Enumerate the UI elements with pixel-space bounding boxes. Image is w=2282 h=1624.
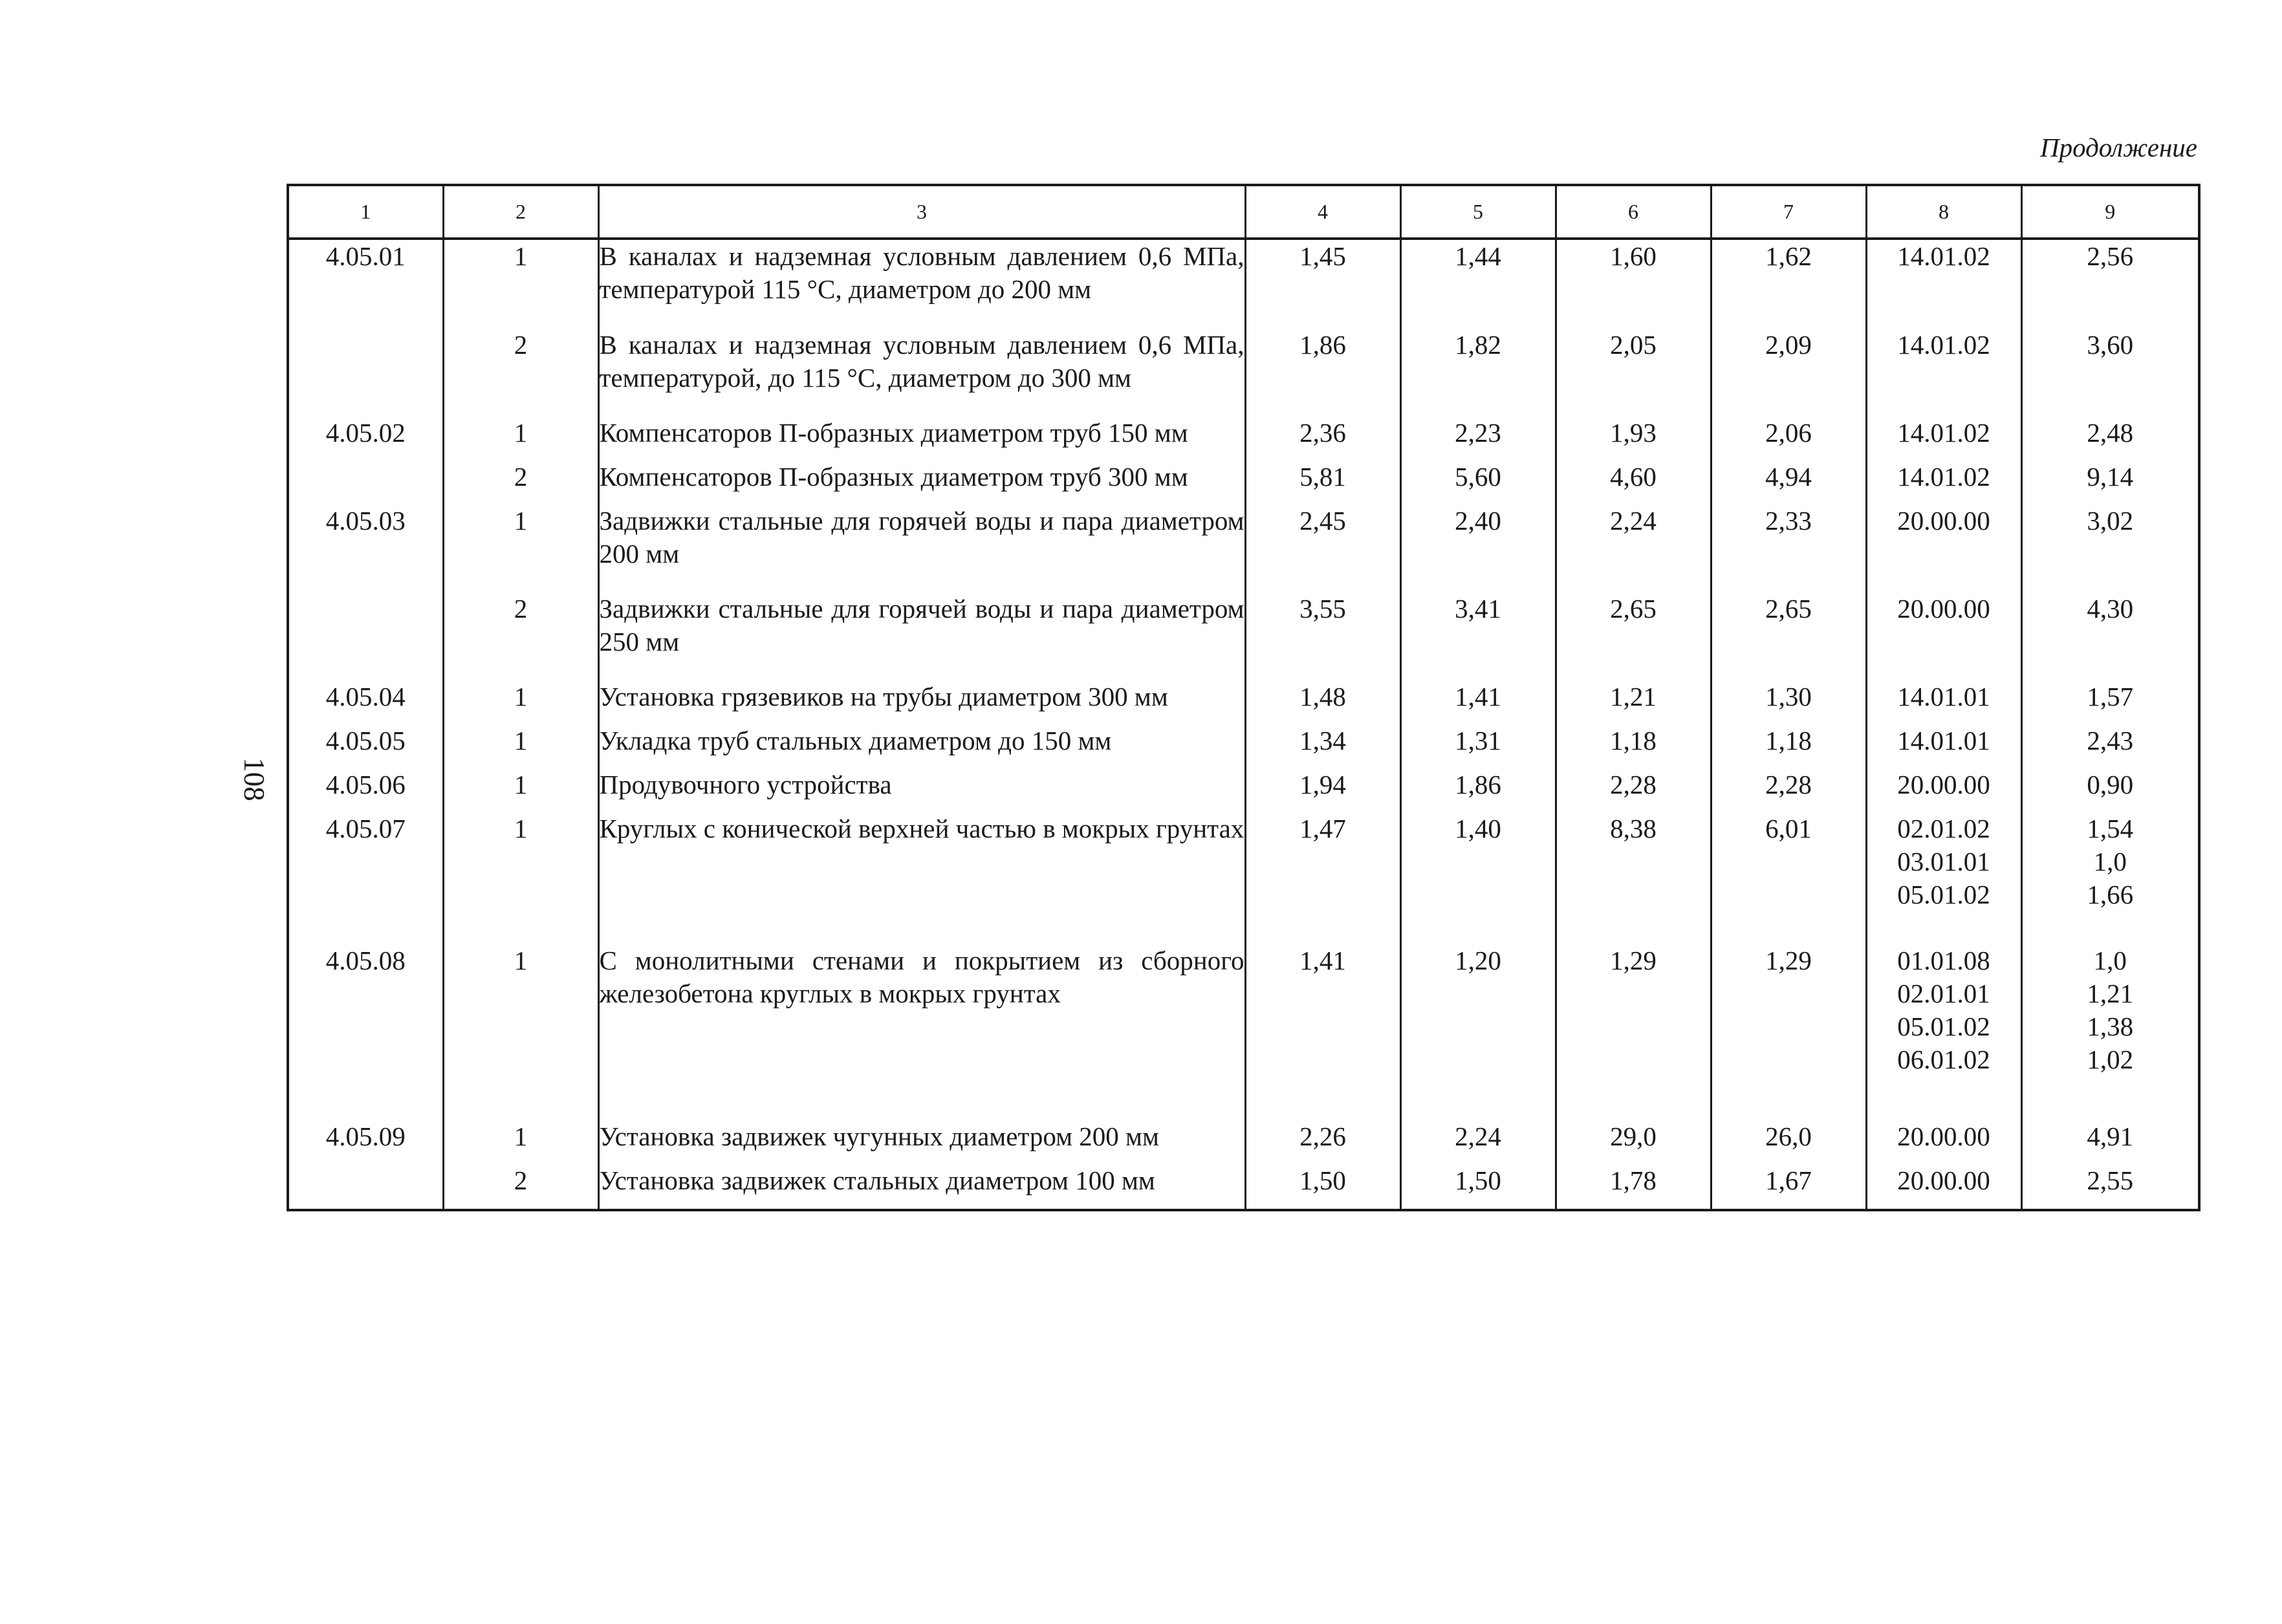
row-code: 4.05.04 xyxy=(288,680,443,724)
row-col8 xyxy=(1866,944,2021,1120)
row-col9 xyxy=(2021,1120,2199,1164)
row-col4: 1,94 xyxy=(1245,768,1400,812)
header-cell: 1 xyxy=(288,185,443,239)
row-col9 xyxy=(2021,460,2199,504)
cell-line: 20.00.00 xyxy=(1897,769,1990,799)
row-col4: 1,34 xyxy=(1245,724,1400,768)
row-description: Установка задвижек стальных диаметром 100 мм xyxy=(598,1164,1245,1208)
row-description: Установка грязевиков на трубы диаметром 300 мм xyxy=(598,680,1245,724)
row-description: Компенсаторов П-образных диаметром труб 300 мм xyxy=(598,460,1245,504)
row-code: 4.05.06 xyxy=(288,768,443,812)
row-col6: 1,21 xyxy=(1556,680,1711,724)
cell-line: 20.00.00 xyxy=(1897,593,1990,623)
table-row xyxy=(288,1120,2199,1164)
header-cell: 3 xyxy=(598,185,1245,239)
row-code xyxy=(288,592,443,680)
cell-line: 05.01.02 xyxy=(1897,879,1990,909)
header-cell: 7 xyxy=(1711,185,1866,239)
cell-line: 14.01.01 xyxy=(1897,725,1990,755)
cell-line: 1,21 xyxy=(2087,979,2134,1009)
cell-line: 14.01.02 xyxy=(1897,417,1990,448)
row-col7: 1,30 xyxy=(1711,680,1866,724)
row-col6: 2,65 xyxy=(1556,592,1711,680)
row-col8 xyxy=(1866,768,2021,812)
filler-cell xyxy=(598,1208,1245,1210)
row-col5: 1,40 xyxy=(1400,812,1556,944)
page-number: 108 xyxy=(238,757,270,801)
cell-line: 03.01.01 xyxy=(1897,846,1990,876)
row-col8 xyxy=(1866,417,2021,460)
header-cell: 2 xyxy=(443,185,598,239)
row-col8 xyxy=(1866,329,2021,417)
table-row xyxy=(288,768,2199,812)
row-code: 4.05.02 xyxy=(288,417,443,460)
cell-line: 14.01.02 xyxy=(1897,241,1990,271)
row-col6: 2,24 xyxy=(1556,504,1711,592)
row-col5: 2,40 xyxy=(1400,504,1556,592)
table-row xyxy=(288,1164,2199,1208)
cell-line: 1,57 xyxy=(2087,681,2134,711)
row-col7: 2,65 xyxy=(1711,592,1866,680)
row-col8 xyxy=(1866,592,2021,680)
cell-line: 14.01.01 xyxy=(1897,681,1990,711)
cell-line: 02.01.01 xyxy=(1897,979,1990,1009)
row-col7: 1,29 xyxy=(1711,944,1866,1120)
row-col7: 2,28 xyxy=(1711,768,1866,812)
row-code xyxy=(288,329,443,417)
row-number: 1 xyxy=(443,724,598,768)
row-col5: 1,31 xyxy=(1400,724,1556,768)
row-code: 4.05.07 xyxy=(288,812,443,944)
row-col7: 6,01 xyxy=(1711,812,1866,944)
row-description: Компенсаторов П-образных диаметром труб 150 мм xyxy=(598,417,1245,460)
cell-line: 20.00.00 xyxy=(1897,505,1990,536)
cell-line: 06.01.02 xyxy=(1897,1045,1990,1075)
header-row xyxy=(288,185,2199,239)
cell-line: 14.01.02 xyxy=(1897,329,1990,360)
row-col5: 1,41 xyxy=(1400,680,1556,724)
row-col5: 1,82 xyxy=(1400,329,1556,417)
row-number: 1 xyxy=(443,812,598,944)
cell-line: 4,91 xyxy=(2087,1121,2134,1152)
row-col9 xyxy=(2021,680,2199,724)
row-col7: 26,0 xyxy=(1711,1120,1866,1164)
row-col7: 2,33 xyxy=(1711,504,1866,592)
row-col7: 2,09 xyxy=(1711,329,1866,417)
row-description: Установка задвижек чугунных диаметром 200 мм xyxy=(598,1120,1245,1164)
row-col5: 3,41 xyxy=(1400,592,1556,680)
row-col6: 1,18 xyxy=(1556,724,1711,768)
filler-cell xyxy=(443,1208,598,1210)
row-col6: 1,29 xyxy=(1556,944,1711,1120)
header-cell: 8 xyxy=(1866,185,2021,239)
header-cell: 9 xyxy=(2021,185,2199,239)
row-col9 xyxy=(2021,812,2199,944)
row-col8 xyxy=(1866,812,2021,944)
filler-row xyxy=(288,1208,2199,1210)
row-code: 4.05.01 xyxy=(288,239,443,329)
row-col7: 4,94 xyxy=(1711,460,1866,504)
row-number: 2 xyxy=(443,592,598,680)
row-col7: 1,67 xyxy=(1711,1164,1866,1208)
row-description: Задвижки стальные для горячей воды и пара диаметром 200 мм xyxy=(598,504,1245,592)
filler-cell xyxy=(1556,1208,1711,1210)
row-col4: 1,50 xyxy=(1245,1164,1400,1208)
cell-line: 1,02 xyxy=(2087,1045,2134,1075)
cell-line: 2,55 xyxy=(2087,1165,2134,1196)
cell-line: 1,38 xyxy=(2087,1012,2134,1042)
row-col6: 1,78 xyxy=(1556,1164,1711,1208)
filler-cell xyxy=(1711,1208,1866,1210)
row-number: 2 xyxy=(443,460,598,504)
row-col9 xyxy=(2021,417,2199,460)
row-description: Продувочного устройства xyxy=(598,768,1245,812)
row-col6: 4,60 xyxy=(1556,460,1711,504)
row-number: 1 xyxy=(443,768,598,812)
cell-line: 0,90 xyxy=(2087,769,2134,799)
cell-line: 1,0 xyxy=(2093,846,2127,876)
row-col5: 5,60 xyxy=(1400,460,1556,504)
cell-line: 2,43 xyxy=(2087,725,2134,755)
row-number: 1 xyxy=(443,944,598,1120)
cell-line: 1,54 xyxy=(2087,813,2134,843)
table-row xyxy=(288,724,2199,768)
row-col9 xyxy=(2021,944,2199,1120)
row-code xyxy=(288,1164,443,1208)
data-table xyxy=(287,184,2200,1211)
row-col4: 2,45 xyxy=(1245,504,1400,592)
row-code: 4.05.08 xyxy=(288,944,443,1120)
row-code xyxy=(288,460,443,504)
table-row xyxy=(288,460,2199,504)
header-cell: 5 xyxy=(1400,185,1556,239)
row-col9 xyxy=(2021,329,2199,417)
cell-line: 02.01.02 xyxy=(1897,813,1990,843)
cell-line: 1,0 xyxy=(2093,946,2127,976)
filler-cell xyxy=(1866,1208,2021,1210)
cell-line: 2,48 xyxy=(2087,417,2134,448)
row-number: 1 xyxy=(443,504,598,592)
table-row xyxy=(288,592,2199,680)
row-col5: 1,86 xyxy=(1400,768,1556,812)
cell-line: 05.01.02 xyxy=(1897,1012,1990,1042)
row-col4: 3,55 xyxy=(1245,592,1400,680)
row-col6: 8,38 xyxy=(1556,812,1711,944)
cell-line: 3,02 xyxy=(2087,505,2134,536)
row-col5: 2,24 xyxy=(1400,1120,1556,1164)
row-col9 xyxy=(2021,768,2199,812)
row-col4: 1,48 xyxy=(1245,680,1400,724)
row-col7: 2,06 xyxy=(1711,417,1866,460)
row-description: С монолитными стенами и покрытием из сборного железобетона круглых в мокрых грунтах xyxy=(598,944,1245,1120)
cell-line: 9,14 xyxy=(2087,461,2134,492)
row-col5: 2,23 xyxy=(1400,417,1556,460)
row-col4: 1,41 xyxy=(1245,944,1400,1120)
row-number: 2 xyxy=(443,329,598,417)
header-cell: 4 xyxy=(1245,185,1400,239)
row-col8 xyxy=(1866,1164,2021,1208)
row-description: Укладка труб стальных диаметром до 150 мм xyxy=(598,724,1245,768)
row-col5: 1,44 xyxy=(1400,239,1556,329)
row-col6: 2,05 xyxy=(1556,329,1711,417)
row-code: 4.05.09 xyxy=(288,1120,443,1164)
filler-cell xyxy=(1245,1208,1400,1210)
cell-line: 20.00.00 xyxy=(1897,1121,1990,1152)
row-col5: 1,50 xyxy=(1400,1164,1556,1208)
row-col4: 1,45 xyxy=(1245,239,1400,329)
row-col8 xyxy=(1866,239,2021,329)
row-col4: 5,81 xyxy=(1245,460,1400,504)
row-col7: 1,18 xyxy=(1711,724,1866,768)
row-col8 xyxy=(1866,680,2021,724)
table-row xyxy=(288,680,2199,724)
filler-cell xyxy=(2021,1208,2199,1210)
row-description: В каналах и надземная условным давлением 0,6 МПа, температурой, до 115 °С, диаметром до 300 мм xyxy=(598,329,1245,417)
row-col4: 1,47 xyxy=(1245,812,1400,944)
row-col8 xyxy=(1866,504,2021,592)
row-description: Задвижки стальные для горячей воды и пара диаметром 250 мм xyxy=(598,592,1245,680)
row-number: 1 xyxy=(443,680,598,724)
table-row xyxy=(288,329,2199,417)
row-col6: 29,0 xyxy=(1556,1120,1711,1164)
table-row xyxy=(288,239,2199,329)
row-col6: 2,28 xyxy=(1556,768,1711,812)
row-col9 xyxy=(2021,239,2199,329)
cell-line: 14.01.02 xyxy=(1897,461,1990,492)
header-cell: 6 xyxy=(1556,185,1711,239)
row-number: 1 xyxy=(443,1120,598,1164)
cell-line: 3,60 xyxy=(2087,329,2134,360)
row-col9 xyxy=(2021,724,2199,768)
cell-line: 20.00.00 xyxy=(1897,1165,1990,1196)
filler-cell xyxy=(288,1208,443,1210)
row-col4: 2,36 xyxy=(1245,417,1400,460)
row-number: 1 xyxy=(443,239,598,329)
row-col8 xyxy=(1866,460,2021,504)
row-col7: 1,62 xyxy=(1711,239,1866,329)
filler-cell xyxy=(1400,1208,1556,1210)
cell-line: 4,30 xyxy=(2087,593,2134,623)
cell-line: 01.01.08 xyxy=(1897,946,1990,976)
row-col5: 1,20 xyxy=(1400,944,1556,1120)
row-code: 4.05.05 xyxy=(288,724,443,768)
continuation-label: Продолжение xyxy=(2040,133,2197,162)
row-code: 4.05.03 xyxy=(288,504,443,592)
row-col9 xyxy=(2021,1164,2199,1208)
row-col6: 1,93 xyxy=(1556,417,1711,460)
row-number: 1 xyxy=(443,417,598,460)
row-col8 xyxy=(1866,1120,2021,1164)
table-row xyxy=(288,504,2199,592)
row-description: В каналах и надземная условным давлением 0,6 МПа, температурой 115 °С, диаметром до 200 мм xyxy=(598,239,1245,329)
row-col9 xyxy=(2021,504,2199,592)
row-number: 2 xyxy=(443,1164,598,1208)
table-row xyxy=(288,417,2199,460)
table-row xyxy=(288,812,2199,944)
row-col9 xyxy=(2021,592,2199,680)
row-col4: 2,26 xyxy=(1245,1120,1400,1164)
table-row xyxy=(288,944,2199,1120)
row-description: Круглых с конической верхней частью в мокрых грунтах xyxy=(598,812,1245,944)
cell-line: 1,66 xyxy=(2087,879,2134,909)
row-col4: 1,86 xyxy=(1245,329,1400,417)
cell-line: 2,56 xyxy=(2087,241,2134,271)
row-col8 xyxy=(1866,724,2021,768)
row-col6: 1,60 xyxy=(1556,239,1711,329)
